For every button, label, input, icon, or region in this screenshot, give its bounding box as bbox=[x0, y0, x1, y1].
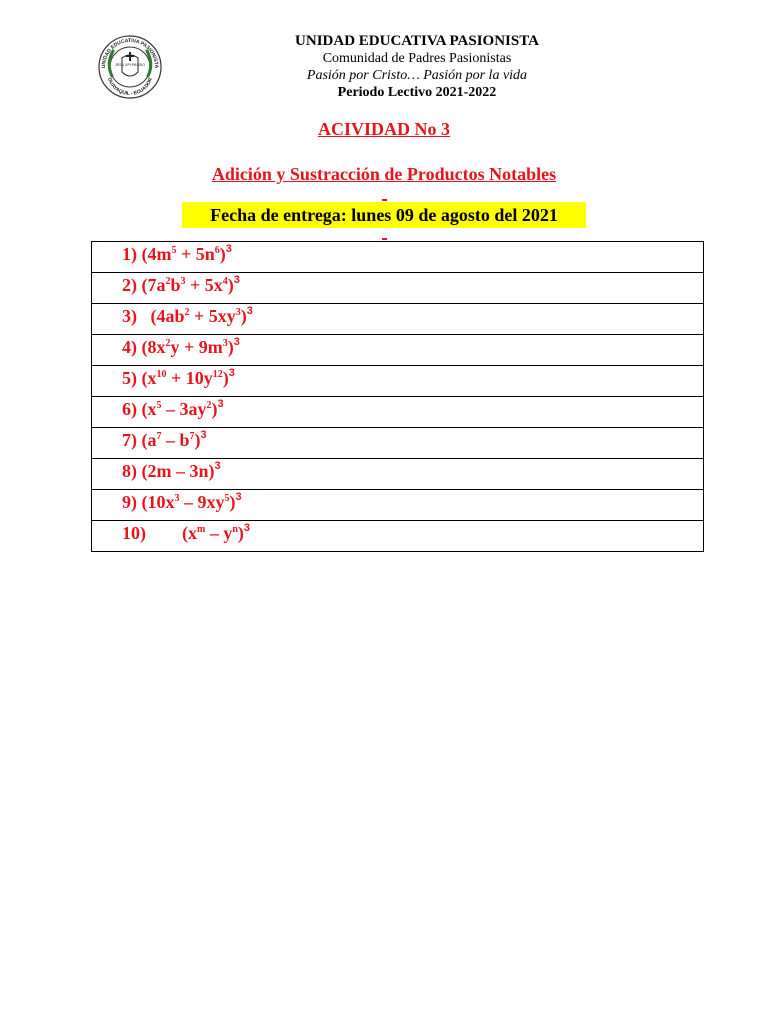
cube-exponent: 3 bbox=[217, 398, 224, 410]
expression-text: ) bbox=[219, 244, 226, 264]
exercise-number: 3) bbox=[122, 306, 137, 326]
expression-text: ) bbox=[227, 275, 234, 295]
exponent: 3 bbox=[222, 338, 228, 349]
exercise-cell bbox=[92, 521, 704, 552]
exercise-row bbox=[92, 335, 704, 366]
crest-ring-top-text: UNIDAD EDUCATIVA PASIONISTA bbox=[100, 37, 160, 69]
exercise-row bbox=[92, 397, 704, 428]
expression-text: ) bbox=[211, 399, 218, 419]
expression-text: ) bbox=[240, 306, 247, 326]
exercise-row bbox=[92, 459, 704, 490]
exercise-number: 5) bbox=[122, 368, 137, 388]
expression-text: ) bbox=[227, 337, 234, 357]
cube-exponent: 3 bbox=[228, 367, 235, 379]
exercise-expression bbox=[142, 430, 207, 450]
exponent: 5 bbox=[156, 400, 162, 411]
expression-text: + 5x bbox=[185, 275, 223, 295]
exercise-expression bbox=[142, 275, 240, 295]
exercise-cell bbox=[92, 428, 704, 459]
expression-text: (2m – 3n) bbox=[141, 461, 215, 481]
cube-exponent: 3 bbox=[214, 460, 221, 472]
exercise-cell bbox=[92, 242, 704, 273]
expression-text: (x bbox=[150, 523, 197, 543]
expression-text: ) bbox=[229, 492, 236, 512]
red-mark-divider bbox=[382, 199, 387, 201]
expression-text: b bbox=[170, 275, 181, 295]
red-mark-divider bbox=[382, 238, 387, 240]
expression-text: (x bbox=[141, 368, 157, 388]
crest-ring-bottom-text: GUAYAQUIL - ECUADOR bbox=[105, 77, 155, 98]
exercise-number: 6) bbox=[122, 399, 137, 419]
exercise-number: 4) bbox=[122, 337, 137, 357]
exercise-expression bbox=[142, 368, 235, 388]
expression-text: (4ab bbox=[141, 306, 185, 326]
expression-text: (10x bbox=[141, 492, 175, 512]
exercise-table bbox=[91, 241, 704, 552]
school-motto: Pasión por Cristo… Pasión por la vida bbox=[306, 68, 528, 83]
expression-text: (8x bbox=[141, 337, 166, 357]
community-name: Comunidad de Padres Pasionistas bbox=[322, 51, 512, 66]
cube-exponent: 3 bbox=[225, 243, 232, 255]
topic-title: Adición y Sustracción de Productos Notables bbox=[211, 164, 557, 184]
expression-text: ) bbox=[194, 430, 201, 450]
exponent: 2 bbox=[165, 338, 171, 349]
expression-text: y + 9m bbox=[170, 337, 223, 357]
exercise-cell bbox=[92, 459, 704, 490]
exponent: 7 bbox=[156, 431, 162, 442]
expression-text: – 3ay bbox=[161, 399, 207, 419]
exponent: 3 bbox=[180, 276, 186, 287]
exercise-number: 2) bbox=[122, 275, 137, 295]
exercise-expression bbox=[142, 492, 242, 512]
exercise-expression bbox=[142, 461, 221, 481]
expression-text: ) bbox=[237, 523, 244, 543]
school-crest-icon bbox=[93, 34, 167, 100]
exponent: 7 bbox=[189, 431, 195, 442]
exponent: 2 bbox=[165, 276, 171, 287]
school-name: UNIDAD EDUCATIVA PASIONISTA bbox=[295, 33, 539, 49]
exercise-row bbox=[92, 428, 704, 459]
expression-text: – y bbox=[205, 523, 233, 543]
exercise-row bbox=[92, 304, 704, 335]
expression-text: + 10y bbox=[166, 368, 213, 388]
exercise-cell bbox=[92, 335, 704, 366]
expression-text: – 9xy bbox=[179, 492, 225, 512]
expression-text: + 5n bbox=[176, 244, 215, 264]
exercise-expression bbox=[142, 244, 232, 264]
cube-exponent: 3 bbox=[200, 429, 207, 441]
exercise-expression bbox=[151, 523, 251, 543]
exercise-row bbox=[92, 273, 704, 304]
exercise-expression bbox=[142, 306, 253, 326]
expression-text: (4m bbox=[141, 244, 172, 264]
expression-text: (a bbox=[141, 430, 157, 450]
exercise-row bbox=[92, 521, 704, 552]
exercise-expression bbox=[142, 399, 224, 419]
cube-exponent: 3 bbox=[233, 274, 240, 286]
exercise-cell bbox=[92, 490, 704, 521]
exercise-row bbox=[92, 366, 704, 397]
exponent: 3 bbox=[235, 307, 241, 318]
exercise-cell bbox=[92, 366, 704, 397]
expression-text: (x bbox=[141, 399, 157, 419]
cube-exponent: 3 bbox=[246, 305, 253, 317]
exponent: 12 bbox=[212, 369, 223, 380]
exponent: 2 bbox=[206, 400, 212, 411]
exercise-expression bbox=[142, 337, 240, 357]
due-date-banner: Fecha de entrega: lunes 09 de agosto del 2021 bbox=[182, 202, 586, 228]
exponent: 10 bbox=[156, 369, 167, 380]
cube-exponent: 3 bbox=[235, 491, 242, 503]
exercise-number: 7) bbox=[122, 430, 137, 450]
exercise-row bbox=[92, 242, 704, 273]
exercise-number: 1) bbox=[122, 244, 137, 264]
school-header bbox=[247, 33, 587, 101]
exponent: 5 bbox=[171, 245, 177, 256]
cube-exponent: 3 bbox=[233, 336, 240, 348]
expression-text: – b bbox=[161, 430, 190, 450]
cube-exponent: 3 bbox=[243, 522, 251, 534]
activity-title: ACIVIDAD No 3 bbox=[317, 119, 450, 139]
exercise-row bbox=[92, 490, 704, 521]
exercise-cell bbox=[92, 304, 704, 335]
exponent: 5 bbox=[224, 493, 230, 504]
exponent: 3 bbox=[174, 493, 180, 504]
exercise-cell bbox=[92, 273, 704, 304]
expression-text: ) bbox=[222, 368, 229, 388]
exercise-number: 8) bbox=[122, 461, 137, 481]
school-period: Periodo Lectivo 2021-2022 bbox=[337, 85, 497, 100]
exercise-number: 9) bbox=[122, 492, 137, 512]
exponent: n bbox=[232, 524, 238, 535]
exponent: 4 bbox=[222, 276, 228, 287]
exponent: 2 bbox=[184, 307, 190, 318]
exponent: 6 bbox=[214, 245, 220, 256]
exponent: m bbox=[197, 524, 206, 535]
exercise-cell bbox=[92, 397, 704, 428]
expression-text: + 5xy bbox=[189, 306, 236, 326]
exercise-number: 10) bbox=[122, 523, 146, 543]
crest-center-text: JESU XPI PASSIO bbox=[114, 63, 146, 67]
expression-text: (7a bbox=[141, 275, 166, 295]
